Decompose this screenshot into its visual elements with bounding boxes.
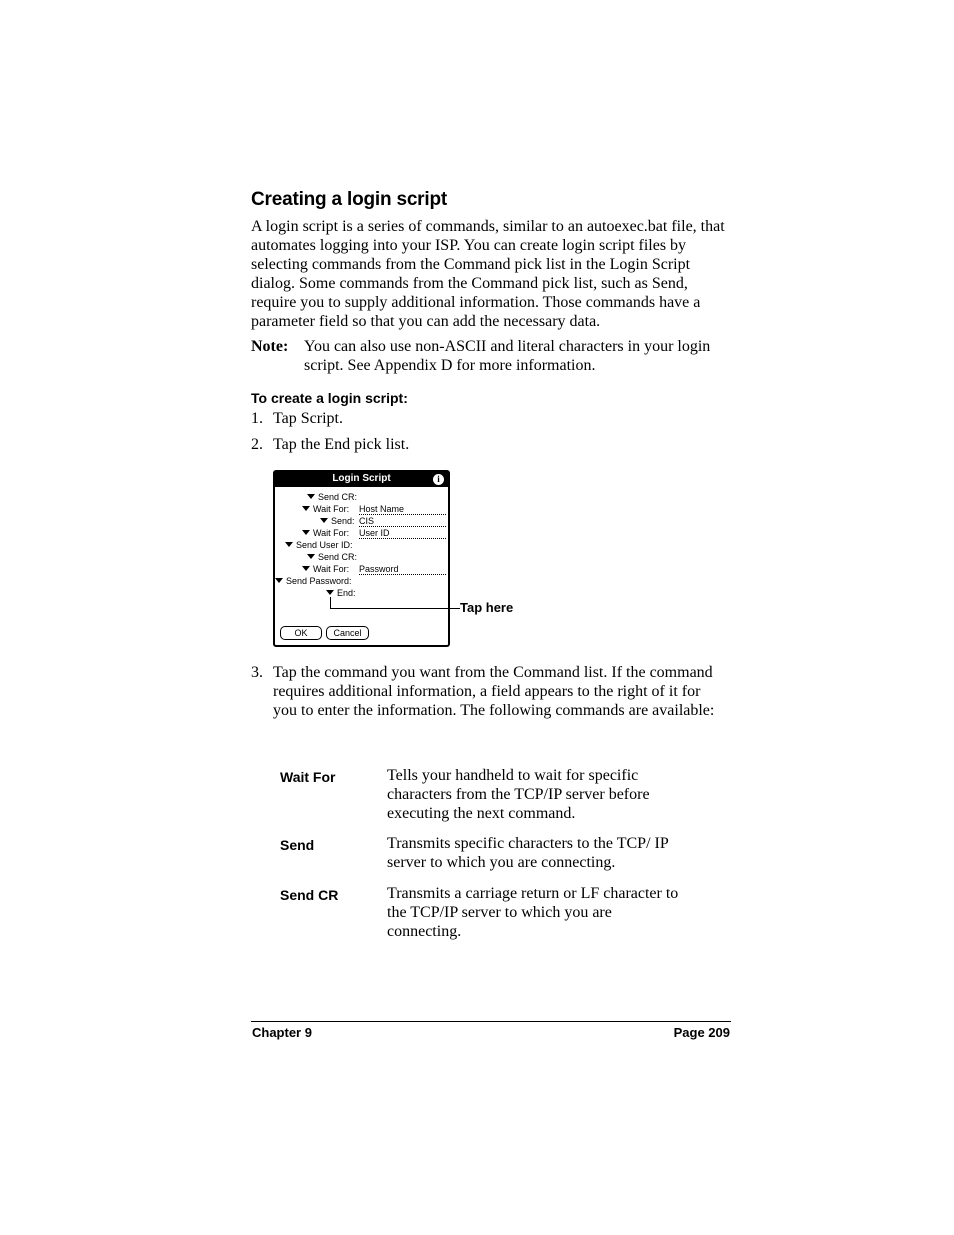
- pick-list-arrow-icon[interactable]: [302, 506, 310, 511]
- script-row-label: Send CR:: [318, 492, 358, 502]
- note-text: You can also use non-ASCII and literal characters in your login script. See Appendix D for more information.: [304, 338, 711, 374]
- note-label: Note:: [251, 338, 289, 355]
- pick-list-arrow-icon[interactable]: [285, 542, 293, 547]
- script-row-label: Send:: [331, 516, 355, 526]
- footer-chapter: Chapter 9: [252, 1025, 312, 1040]
- script-row-label: Send User ID:: [296, 540, 353, 550]
- pick-list-arrow-icon[interactable]: [307, 554, 315, 559]
- script-row-send-cr[interactable]: [307, 492, 357, 502]
- script-row-label: Wait For:: [313, 528, 350, 538]
- step-text: Tap the command you want from the Command list. If the command requires additional information, a field appears to the right of it for you to enter the information. The following commands are available:: [273, 664, 715, 719]
- command-term: Wait For: [280, 769, 336, 785]
- callout-label: Tap here: [460, 600, 514, 615]
- step-number: 1.: [251, 410, 263, 427]
- command-term: Send CR: [280, 887, 339, 903]
- dialog-titlebar: [275, 472, 448, 487]
- command-definition: Transmits specific characters to the TCP/ IP server to which you are connecting.: [387, 835, 669, 871]
- script-row-label: Send CR:: [318, 552, 358, 562]
- script-row-label: Send Password:: [286, 576, 352, 586]
- script-row-wait-for-userid[interactable]: [302, 528, 349, 538]
- script-row-label: End:: [337, 588, 356, 598]
- script-row-send-cis[interactable]: [320, 516, 355, 526]
- script-row-value-field[interactable]: Host Name: [359, 504, 446, 515]
- info-icon[interactable]: i: [433, 474, 444, 485]
- section-title: Creating a login script: [251, 189, 447, 210]
- step-text: Tap the End pick list.: [273, 436, 410, 453]
- command-definition: Transmits a carriage return or LF character to the TCP/IP server to which you are connecting.: [387, 885, 679, 940]
- intro-paragraph: A login script is a series of commands, similar to an autoexec.bat file, that automates logging into your ISP. You can create login script files by selecting commands from the Command pick list in the Login Script dialog. Some commands from the Command pick list, such as Send, require you to supply additional information. Those commands have a parameter field so that you can add the necessary data.: [251, 218, 725, 330]
- script-row-value-field[interactable]: CIS: [359, 516, 446, 527]
- dialog-title: Login Script: [332, 473, 391, 484]
- cancel-button[interactable]: Cancel: [326, 626, 369, 640]
- script-row-label: Wait For:: [313, 564, 350, 574]
- end-pick-list-arrow-icon[interactable]: [326, 590, 334, 595]
- script-row-value-field[interactable]: User ID: [359, 528, 446, 539]
- login-script-dialog: [273, 470, 450, 647]
- footer-rule: [251, 1021, 731, 1022]
- step-text: Tap Script.: [273, 410, 343, 427]
- script-row-send-password[interactable]: [275, 576, 352, 586]
- script-row-wait-for-password[interactable]: [302, 564, 349, 574]
- script-row-wait-for-host[interactable]: [302, 504, 349, 514]
- step-number: 2.: [251, 436, 263, 453]
- callout-line: [330, 608, 460, 609]
- script-row-value-field[interactable]: Password: [359, 564, 446, 575]
- command-term: Send: [280, 837, 315, 853]
- pick-list-arrow-icon[interactable]: [275, 578, 283, 583]
- footer-page-number: Page 209: [673, 1025, 730, 1040]
- script-row-label: Wait For:: [313, 504, 350, 514]
- script-row-send-cr-2[interactable]: [307, 552, 357, 562]
- procedure-heading: To create a login script:: [251, 390, 408, 406]
- pick-list-arrow-icon[interactable]: [302, 566, 310, 571]
- command-definition: Tells your handheld to wait for specific characters from the TCP/IP server before executing the next command.: [387, 767, 650, 822]
- pick-list-arrow-icon[interactable]: [307, 494, 315, 499]
- pick-list-arrow-icon[interactable]: [320, 518, 328, 523]
- ok-button[interactable]: OK: [280, 626, 322, 640]
- step-number: 3.: [251, 664, 263, 681]
- script-row-send-user-id[interactable]: [285, 540, 353, 550]
- pick-list-arrow-icon[interactable]: [302, 530, 310, 535]
